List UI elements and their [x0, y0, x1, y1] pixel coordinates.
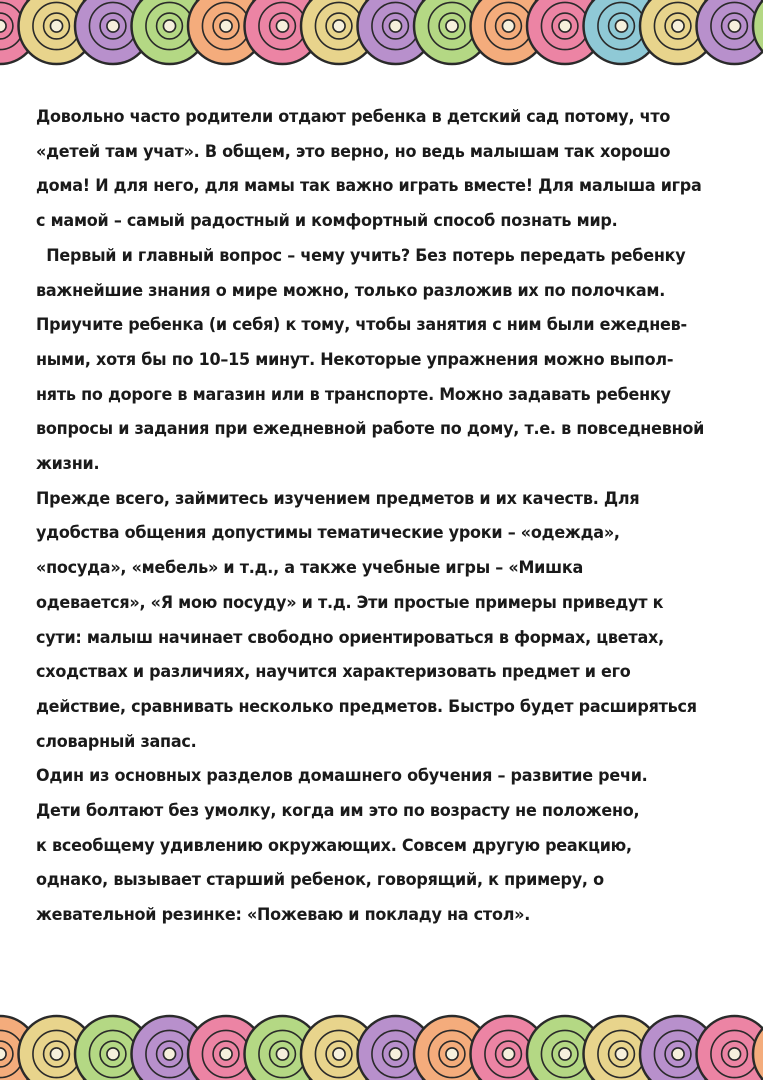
- text-line: вопросы и задания при ежедневной работе по дому, т.е. в повседневной: [36, 412, 687, 447]
- text-line: Прежде всего, займитесь изучением предметов и их качеств. Для: [36, 482, 687, 517]
- paragraph-1: [36, 100, 687, 239]
- text-line: действие, сравнивать несколько предметов. Быстро будет расширяться: [36, 690, 687, 725]
- text-line: словарный запас.: [36, 725, 687, 760]
- text-line: сходствах и различиях, научится характеризовать предмет и его: [36, 655, 687, 690]
- text-line: Один из основных разделов домашнего обучения – развитие речи.: [36, 759, 687, 794]
- text-line: Первый и главный вопрос – чему учить? Без потерь передать ребенку: [36, 239, 687, 274]
- text-line: одевается», «Я мою посуду» и т.д. Эти простые примеры приведут к: [36, 586, 687, 621]
- paragraph-3: [36, 482, 687, 760]
- text-line: Довольно часто родители отдают ребенка в детский сад потому, что: [36, 100, 687, 135]
- text-line: к всеобщему удивлению окружающих. Совсем другую реакцию,: [36, 829, 687, 864]
- text-line: однако, вызывает старший ребенок, говорящий, к примеру, о: [36, 863, 687, 898]
- paragraph-4: [36, 759, 687, 933]
- text-line: жевательной резинке: «Пожеваю и покладу на стол».: [36, 898, 687, 933]
- text-line: сути: малыш начинает свободно ориентироваться в формах, цветах,: [36, 621, 687, 656]
- text-line: «детей там учат». В общем, это верно, но ведь малышам так хорошо: [36, 135, 687, 170]
- text-line: ными, хотя бы по 10–15 минут. Некоторые упражнения можно выпол-: [36, 343, 687, 378]
- text-line: «посуда», «мебель» и т.д., а также учебные игры – «Мишка: [36, 551, 687, 586]
- page-text: [36, 100, 687, 933]
- decorative-border-bottom: [0, 1000, 763, 1080]
- text-line: с мамой – самый радостный и комфортный способ познать мир.: [36, 204, 687, 239]
- text-line: удобства общения допустимы тематические уроки – «одежда»,: [36, 516, 687, 551]
- text-line: жизни.: [36, 447, 687, 482]
- donut-row-top: [0, 0, 763, 80]
- paragraph-2: [36, 239, 687, 482]
- text-line: дома! И для него, для мамы так важно играть вместе! Для малыша игра: [36, 169, 687, 204]
- text-line: нять по дороге в магазин или в транспорте. Можно задавать ребенку: [36, 378, 687, 413]
- text-line: Дети болтают без умолку, когда им это по возрасту не положено,: [36, 794, 687, 829]
- donut-row-bottom: [0, 1000, 763, 1080]
- text-line: важнейшие знания о мире можно, только разложив их по полочкам.: [36, 274, 687, 309]
- decorative-border-top: [0, 0, 763, 80]
- text-line: Приучите ребенка (и себя) к тому, чтобы занятия с ним были ежеднев-: [36, 308, 687, 343]
